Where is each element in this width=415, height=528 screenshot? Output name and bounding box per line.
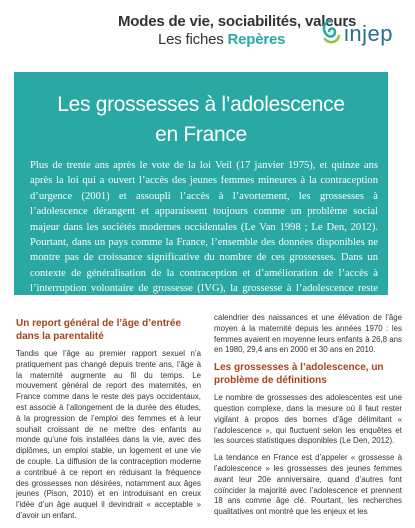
right-paragraph-1: calendrier des naissances et une élévation de l’âge moyen à la maternité depuis les années 1970 : les femmes avaient en moyenne leurs enfants à 26,8 ans en 1980, 29,4 ans en 2000 et 30 ans en 2010. (214, 313, 402, 355)
section-heading-report: Un report général de l’âge d’entrée dans la parentalité (16, 318, 182, 342)
subtitle-prefix: Les fiches (158, 31, 228, 48)
injep-logo (320, 17, 406, 53)
right-paragraph-2: Le nombre de grossesses des adolescentes est une question complexe, dans la mesure où il faut rester vigilant à propos des bornes d’âge délimitant « l’adolescence », qui fluctuent selon les enquêtes et les sources statistiques disponibles (Le Den, 2012). (214, 393, 402, 446)
series-subtitle (158, 31, 285, 48)
logo-text: injep (344, 21, 393, 46)
right-column (214, 313, 402, 524)
section-heading-definitions: Les grossesses à l’adolescence, un problème de définitions (214, 362, 384, 386)
title-line-2: en France (155, 123, 247, 146)
title-line-1: Les grossesses à l’adolescence (57, 93, 345, 116)
left-paragraph: Tandis que l’âge au premier rapport sexuel n’a pratiquement pas changé depuis trente ans, l’âge à la maternité augmente au fil du temps. Le mouvement général de report des maternités, en France comme dans le reste des pays occidentaux, est associé à l’allongement de la durée des études, à la progression de l’emploi des femmes et à leur souhait croissant de ne mettre des enfants au monde qu’une fois installées dans la vie, avec des diplômes, un emploi stable, un logement et une vie de couple. La diffusion de la contraception moderne a contribué à ce report en réduisant la fréquence des grossesses non désirées, notamment aux âges jeunes (Pison, 2010) et en introduisant en creux l’idée d’un âge auquel il devindrait « acceptable » d’avoir un enfant. (16, 349, 201, 520)
swirl-logo-icon (320, 17, 342, 49)
left-column (16, 318, 201, 528)
right-paragraph-3: La tendance en France est d’appeler « grossesse à l’adolescence » les grossesses des jeunes femmes avant leur 20e anniversaire, quand d’autres font coïncider la majorité avec l’adolescence et prennent 18 ans comme âge clé. Pourtant, les recherches qualitatives ont montré que les enjeux et les (214, 453, 402, 517)
document-header (0, 0, 415, 62)
subtitle-highlight: Repères (227, 31, 286, 48)
intro-paragraph: Plus de trente ans après le vote de la loi Veil (17 janvier 1975), et quinze ans après la loi qui a ouvert l’accès des jeunes femmes mineures à la contraception d’urgence (2001) et assoupli l’accès à l’avortement, les grossesses à l’adolescence dérangent et apparaissent toujours comme un problème social majeur dans les sociétés modernes occidentales (Le Van 1998 ; Le Den, 2012). Pourtant, dans un pays comme la France, l’ensemble des données disponibles ne montre pas de croissance significative du nombre de ces grossesses. Dans un contexte de généralisation de la contraception et d’amélioration de l’accès à l’interruption volontaire de grossesse (IVG), la grossesse à l’adolescence reste socialement perçue comme un comportement déviant. (30, 160, 378, 310)
series-title: Modes de vie, sociabilités, valeurs (118, 13, 357, 30)
page-title (14, 90, 388, 150)
title-banner (14, 72, 388, 310)
